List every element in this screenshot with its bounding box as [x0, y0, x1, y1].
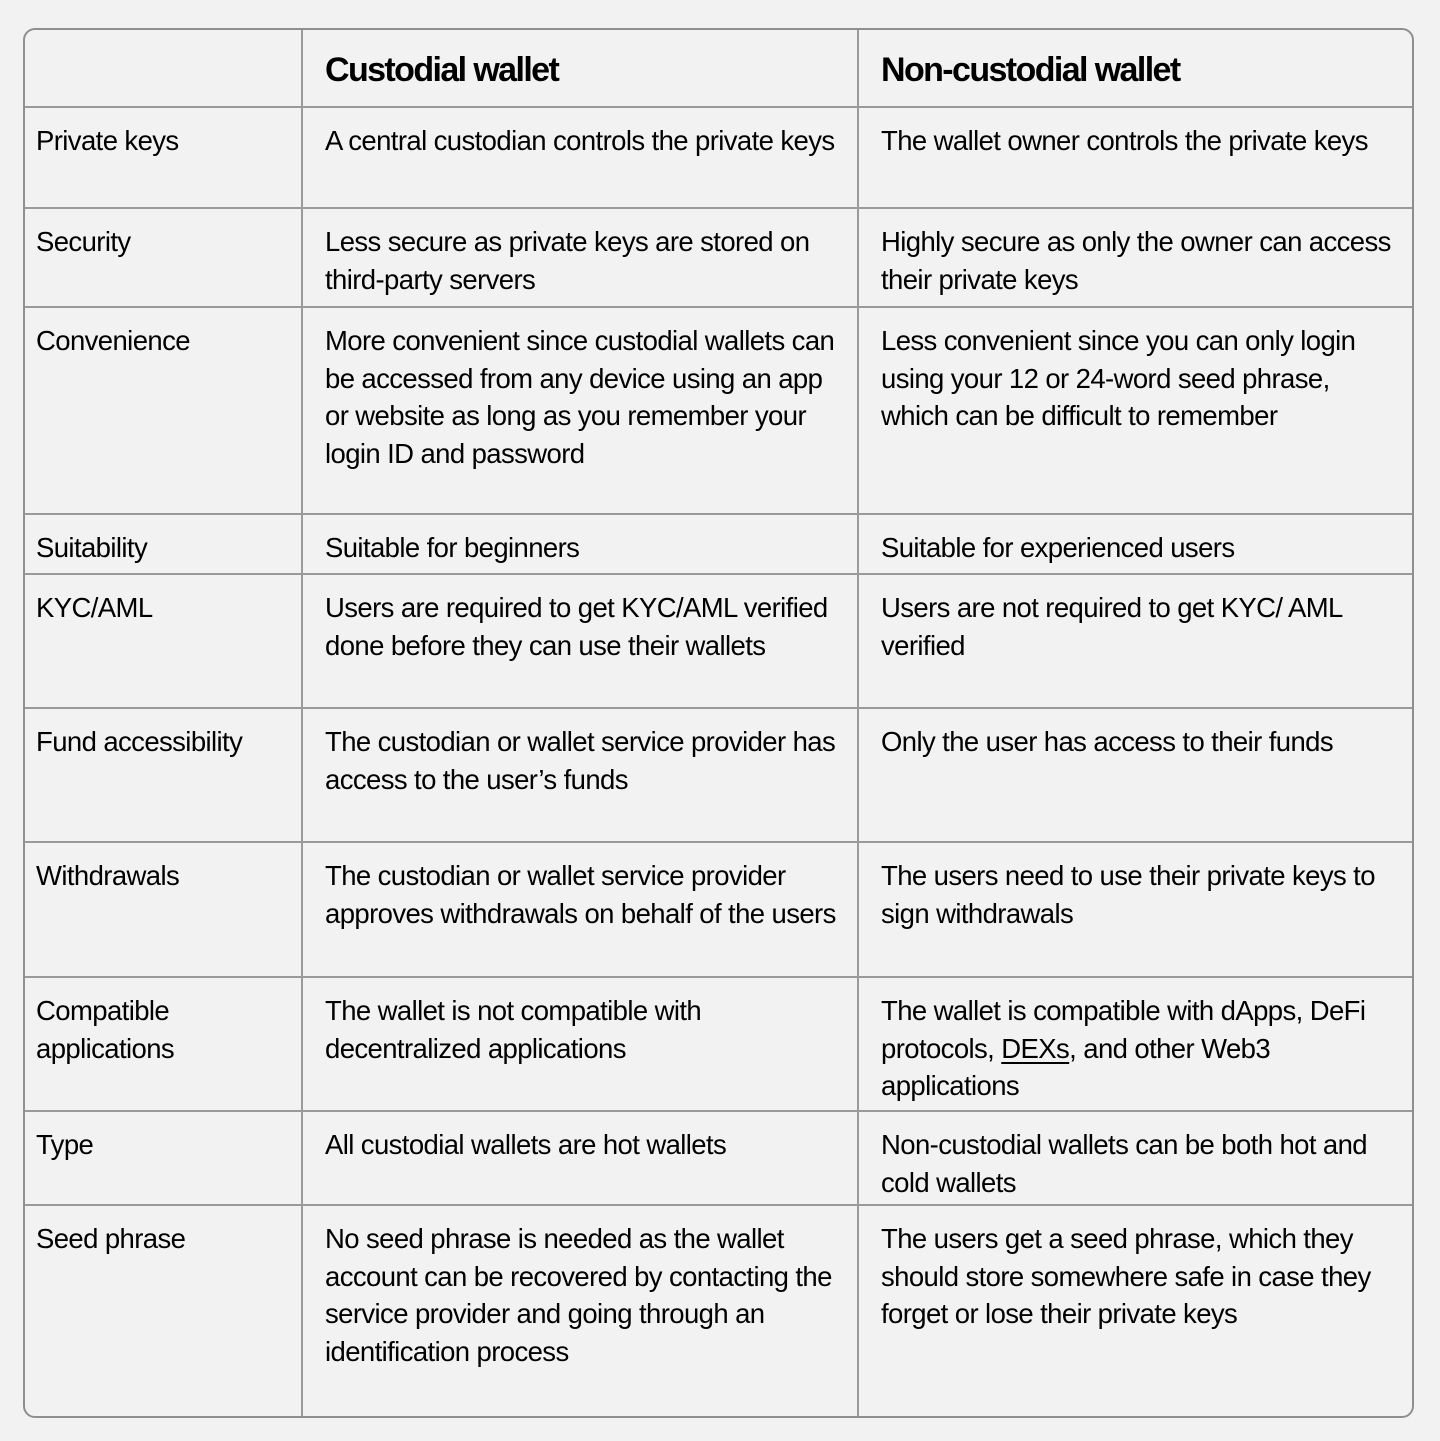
dexs-link[interactable]: DEXs	[1001, 1032, 1070, 1064]
custodial-cell: The wallet is not compatible with decentralized applications	[302, 977, 858, 1111]
custodial-cell: All custodial wallets are hot wallets	[302, 1111, 858, 1205]
row-label: Security	[25, 208, 302, 307]
table-row	[25, 107, 1412, 208]
custodial-cell: A central custodian controls the private keys	[302, 107, 858, 208]
row-label: Convenience	[25, 307, 302, 514]
table-row	[25, 574, 1412, 708]
non-custodial-cell: Highly secure as only the owner can access their private keys	[858, 208, 1412, 307]
row-label: Suitability	[25, 514, 302, 574]
table-row	[25, 514, 1412, 574]
non-custodial-cell: Users are not required to get KYC/ AML verified	[858, 574, 1412, 708]
table-row	[25, 307, 1412, 514]
header-custodial: Custodial wallet	[302, 30, 858, 107]
non-custodial-cell: Only the user has access to their funds	[858, 708, 1412, 842]
non-custodial-cell	[858, 977, 1412, 1111]
table-row	[25, 977, 1412, 1111]
header-blank	[25, 30, 302, 107]
non-custodial-cell: The users need to use their private keys to sign withdrawals	[858, 842, 1412, 977]
row-label: Type	[25, 1111, 302, 1205]
header-non-custodial: Non-custodial wallet	[858, 30, 1412, 107]
table-row	[25, 708, 1412, 842]
custodial-cell: Less secure as private keys are stored on third-party servers	[302, 208, 858, 307]
non-custodial-cell: Suitable for experienced users	[858, 514, 1412, 574]
row-label: KYC/AML	[25, 574, 302, 708]
row-label: Withdrawals	[25, 842, 302, 977]
custodial-cell: No seed phrase is needed as the wallet account can be recovered by contacting the service provider and going through an identification process	[302, 1205, 858, 1416]
custodial-cell: The custodian or wallet service provider approves withdrawals on behalf of the users	[302, 842, 858, 977]
custodial-cell: Users are required to get KYC/AML verified done before they can use their wallets	[302, 574, 858, 708]
comparison-table	[23, 28, 1414, 1418]
table-row	[25, 1111, 1412, 1205]
cell-text: The wallet is compatible with dApps, DeFi protocols,	[881, 995, 1366, 1064]
non-custodial-cell: Non-custodial wallets can be both hot and cold wallets	[858, 1111, 1412, 1205]
cell-text: , and other Web3 applications	[881, 1032, 1271, 1101]
table-row	[25, 208, 1412, 307]
row-label: Compatible applications	[25, 977, 302, 1111]
non-custodial-cell: The wallet owner controls the private keys	[858, 107, 1412, 208]
row-label: Fund accessibility	[25, 708, 302, 842]
non-custodial-cell: Less convenient since you can only login using your 12 or 24-word seed phrase, which can be difficult to remember	[858, 307, 1412, 514]
table-row	[25, 1205, 1412, 1416]
non-custodial-cell: The users get a seed phrase, which they should store somewhere safe in case they forget or lose their private keys	[858, 1205, 1412, 1416]
row-label: Private keys	[25, 107, 302, 208]
header-row	[25, 30, 1412, 107]
custodial-cell: Suitable for beginners	[302, 514, 858, 574]
custodial-cell: The custodian or wallet service provider has access to the user’s funds	[302, 708, 858, 842]
custodial-cell: More convenient since custodial wallets can be accessed from any device using an app or website as long as you remember your login ID and password	[302, 307, 858, 514]
row-label: Seed phrase	[25, 1205, 302, 1416]
table-row	[25, 842, 1412, 977]
